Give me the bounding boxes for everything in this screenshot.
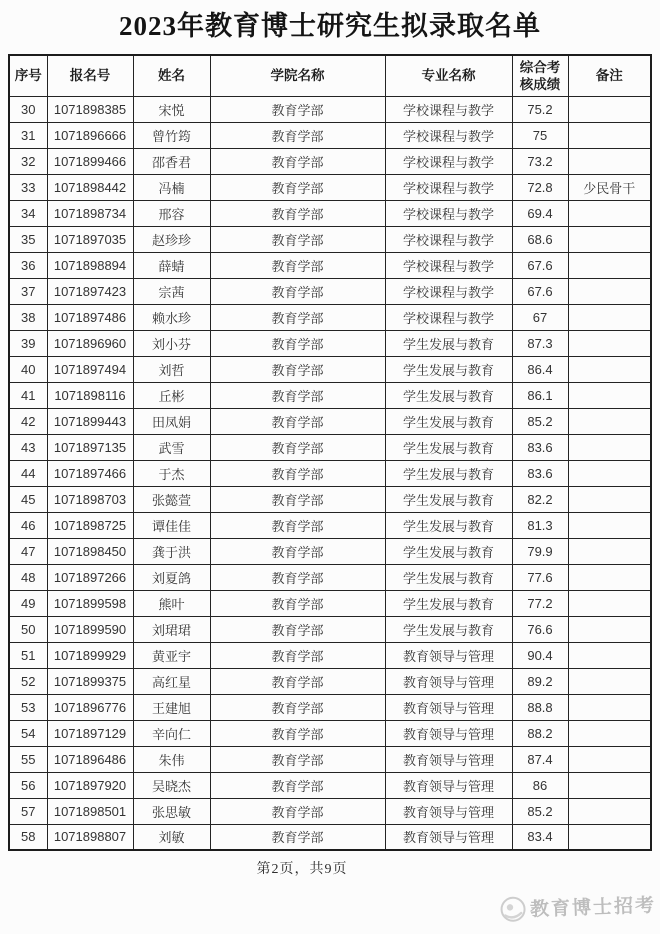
cell-remark [568, 408, 651, 434]
cell-score: 77.2 [512, 590, 568, 616]
table-row [9, 460, 651, 486]
cell-major: 学校课程与教学 [385, 226, 512, 252]
cell-major: 学校课程与教学 [385, 200, 512, 226]
cell-serial: 49 [9, 590, 47, 616]
column-header-college: 学院名称 [210, 55, 385, 96]
cell-major: 学生发展与教育 [385, 460, 512, 486]
cell-college: 教育学部 [210, 538, 385, 564]
table-row [9, 96, 651, 122]
table-row [9, 200, 651, 226]
cell-college: 教育学部 [210, 720, 385, 746]
cell-score: 83.6 [512, 460, 568, 486]
cell-reg-no: 1071898734 [47, 200, 133, 226]
cell-serial: 30 [9, 96, 47, 122]
table-row [9, 772, 651, 798]
cell-serial: 35 [9, 226, 47, 252]
admission-table [8, 54, 652, 851]
cell-college: 教育学部 [210, 512, 385, 538]
cell-serial: 45 [9, 486, 47, 512]
cell-remark [568, 668, 651, 694]
cell-reg-no: 1071898385 [47, 96, 133, 122]
cell-reg-no: 1071897266 [47, 564, 133, 590]
cell-reg-no: 1071899598 [47, 590, 133, 616]
cell-reg-no: 1071897920 [47, 772, 133, 798]
cell-name: 武雪 [133, 434, 210, 460]
cell-major: 教育领导与管理 [385, 772, 512, 798]
cell-serial: 43 [9, 434, 47, 460]
cell-major: 教育领导与管理 [385, 824, 512, 850]
cell-remark [568, 642, 651, 668]
cell-remark [568, 252, 651, 278]
cell-serial: 39 [9, 330, 47, 356]
table-row [9, 538, 651, 564]
cell-remark [568, 694, 651, 720]
cell-name: 于杰 [133, 460, 210, 486]
page-indicator: 第2页，共9页 [256, 862, 348, 877]
watermark-text: 教育博士招考 [529, 895, 657, 921]
table-header-row [9, 55, 651, 96]
cell-name: 刘小芬 [133, 330, 210, 356]
cell-name: 宋悦 [133, 96, 210, 122]
cell-remark [568, 798, 651, 824]
column-header-remark: 备注 [568, 55, 651, 96]
cell-name: 曾竹筠 [133, 122, 210, 148]
cell-remark [568, 538, 651, 564]
cell-college: 教育学部 [210, 122, 385, 148]
cell-remark [568, 96, 651, 122]
cell-serial: 53 [9, 694, 47, 720]
cell-name: 黄亚宇 [133, 642, 210, 668]
cell-major: 学生发展与教育 [385, 486, 512, 512]
cell-serial: 37 [9, 278, 47, 304]
cell-college: 教育学部 [210, 148, 385, 174]
cell-name: 王建旭 [133, 694, 210, 720]
cell-name: 刘夏鸽 [133, 564, 210, 590]
cell-major: 教育领导与管理 [385, 720, 512, 746]
cell-name: 宗茜 [133, 278, 210, 304]
cell-remark [568, 486, 651, 512]
cell-score: 87.4 [512, 746, 568, 772]
cell-remark [568, 512, 651, 538]
cell-reg-no: 1071898725 [47, 512, 133, 538]
watermark [500, 890, 657, 922]
cell-reg-no: 1071899929 [47, 642, 133, 668]
column-header-name: 姓名 [133, 55, 210, 96]
cell-name: 高红星 [133, 668, 210, 694]
cell-college: 教育学部 [210, 590, 385, 616]
cell-remark [568, 330, 651, 356]
cell-major: 学生发展与教育 [385, 538, 512, 564]
cell-reg-no: 1071899443 [47, 408, 133, 434]
cell-major: 学生发展与教育 [385, 382, 512, 408]
cell-major: 教育领导与管理 [385, 668, 512, 694]
cell-remark [568, 148, 651, 174]
cell-college: 教育学部 [210, 746, 385, 772]
cell-major: 教育领导与管理 [385, 746, 512, 772]
table-row [9, 668, 651, 694]
cell-college: 教育学部 [210, 278, 385, 304]
cell-college: 教育学部 [210, 226, 385, 252]
table-row [9, 148, 651, 174]
cell-college: 教育学部 [210, 642, 385, 668]
cell-reg-no: 1071896666 [47, 122, 133, 148]
cell-remark: 少民骨干 [568, 174, 651, 200]
cell-major: 学校课程与教学 [385, 252, 512, 278]
table-row [9, 226, 651, 252]
cell-major: 学校课程与教学 [385, 174, 512, 200]
cell-name: 冯楠 [133, 174, 210, 200]
cell-major: 学生发展与教育 [385, 434, 512, 460]
cell-serial: 58 [9, 824, 47, 850]
column-header-serial: 序号 [9, 55, 47, 96]
cell-reg-no: 1071897423 [47, 278, 133, 304]
table-row [9, 564, 651, 590]
cell-score: 67.6 [512, 252, 568, 278]
cell-reg-no: 1071897466 [47, 460, 133, 486]
table-row [9, 642, 651, 668]
cell-major: 学校课程与教学 [385, 304, 512, 330]
cell-name: 薛蜻 [133, 252, 210, 278]
cell-remark [568, 278, 651, 304]
cell-score: 67.6 [512, 278, 568, 304]
cell-serial: 31 [9, 122, 47, 148]
cell-remark [568, 720, 651, 746]
table-row [9, 408, 651, 434]
cell-score: 69.4 [512, 200, 568, 226]
cell-college: 教育学部 [210, 616, 385, 642]
cell-score: 83.4 [512, 824, 568, 850]
cell-score: 79.9 [512, 538, 568, 564]
table-row [9, 616, 651, 642]
cell-serial: 47 [9, 538, 47, 564]
cell-name: 辛向仁 [133, 720, 210, 746]
cell-name: 吴晓杰 [133, 772, 210, 798]
cell-major: 学生发展与教育 [385, 590, 512, 616]
cell-score: 86.4 [512, 356, 568, 382]
cell-remark [568, 746, 651, 772]
cell-name: 丘彬 [133, 382, 210, 408]
cell-reg-no: 1071896960 [47, 330, 133, 356]
cell-name: 邢容 [133, 200, 210, 226]
cell-major: 学生发展与教育 [385, 564, 512, 590]
table-row [9, 486, 651, 512]
cell-name: 谭佳佳 [133, 512, 210, 538]
cell-reg-no: 1071896486 [47, 746, 133, 772]
cell-name: 刘敏 [133, 824, 210, 850]
cell-college: 教育学部 [210, 330, 385, 356]
cell-serial: 34 [9, 200, 47, 226]
table-row [9, 356, 651, 382]
cell-reg-no: 1071896776 [47, 694, 133, 720]
cell-score: 90.4 [512, 642, 568, 668]
table-row [9, 122, 651, 148]
cell-serial: 38 [9, 304, 47, 330]
cell-major: 学生发展与教育 [385, 512, 512, 538]
cell-college: 教育学部 [210, 382, 385, 408]
cell-college: 教育学部 [210, 174, 385, 200]
cell-reg-no: 1071898501 [47, 798, 133, 824]
table-row [9, 746, 651, 772]
cell-name: 熊叶 [133, 590, 210, 616]
cell-college: 教育学部 [210, 668, 385, 694]
cell-remark [568, 772, 651, 798]
cell-college: 教育学部 [210, 252, 385, 278]
cell-major: 学生发展与教育 [385, 330, 512, 356]
cell-remark [568, 382, 651, 408]
cell-name: 朱伟 [133, 746, 210, 772]
cell-reg-no: 1071899466 [47, 148, 133, 174]
cell-major: 学生发展与教育 [385, 356, 512, 382]
cell-name: 田凤娟 [133, 408, 210, 434]
table-row [9, 512, 651, 538]
cell-score: 73.2 [512, 148, 568, 174]
cell-score: 85.2 [512, 408, 568, 434]
table-row [9, 590, 651, 616]
cell-major: 学生发展与教育 [385, 616, 512, 642]
cell-serial: 55 [9, 746, 47, 772]
cell-college: 教育学部 [210, 96, 385, 122]
table-row [9, 694, 651, 720]
cell-college: 教育学部 [210, 434, 385, 460]
cell-name: 赖水珍 [133, 304, 210, 330]
cell-major: 学校课程与教学 [385, 278, 512, 304]
table-row [9, 330, 651, 356]
cell-serial: 41 [9, 382, 47, 408]
cell-serial: 33 [9, 174, 47, 200]
cell-major: 学校课程与教学 [385, 148, 512, 174]
table-row [9, 434, 651, 460]
cell-reg-no: 1071899590 [47, 616, 133, 642]
cell-remark [568, 304, 651, 330]
cell-score: 83.6 [512, 434, 568, 460]
cell-name: 张懿萱 [133, 486, 210, 512]
cell-score: 86 [512, 772, 568, 798]
table-row [9, 798, 651, 824]
table-row [9, 824, 651, 850]
cell-score: 88.8 [512, 694, 568, 720]
cell-serial: 54 [9, 720, 47, 746]
cell-remark [568, 590, 651, 616]
table-row [9, 382, 651, 408]
cell-major: 学校课程与教学 [385, 96, 512, 122]
cell-college: 教育学部 [210, 200, 385, 226]
cell-reg-no: 1071898450 [47, 538, 133, 564]
cell-college: 教育学部 [210, 486, 385, 512]
cell-remark [568, 824, 651, 850]
cell-serial: 52 [9, 668, 47, 694]
cell-score: 77.6 [512, 564, 568, 590]
cell-college: 教育学部 [210, 694, 385, 720]
cell-name: 龚于洪 [133, 538, 210, 564]
cell-college: 教育学部 [210, 824, 385, 850]
cell-remark [568, 616, 651, 642]
cell-remark [568, 226, 651, 252]
cell-name: 刘哲 [133, 356, 210, 382]
cell-reg-no: 1071899375 [47, 668, 133, 694]
cell-serial: 57 [9, 798, 47, 824]
cell-score: 67 [512, 304, 568, 330]
table-row [9, 278, 651, 304]
cell-reg-no: 1071897129 [47, 720, 133, 746]
cell-score: 89.2 [512, 668, 568, 694]
cell-name: 赵珍珍 [133, 226, 210, 252]
cell-score: 85.2 [512, 798, 568, 824]
cell-score: 82.2 [512, 486, 568, 512]
cell-serial: 32 [9, 148, 47, 174]
cell-score: 72.8 [512, 174, 568, 200]
column-header-reg-no: 报名号 [47, 55, 133, 96]
cell-score: 81.3 [512, 512, 568, 538]
cell-score: 75 [512, 122, 568, 148]
cell-college: 教育学部 [210, 564, 385, 590]
cell-score: 76.6 [512, 616, 568, 642]
cell-name: 邵香君 [133, 148, 210, 174]
cell-reg-no: 1071898442 [47, 174, 133, 200]
cell-remark [568, 460, 651, 486]
cell-score: 68.6 [512, 226, 568, 252]
cell-name: 刘珺珺 [133, 616, 210, 642]
cell-reg-no: 1071897135 [47, 434, 133, 460]
column-header-major: 专业名称 [385, 55, 512, 96]
cell-college: 教育学部 [210, 408, 385, 434]
cell-serial: 46 [9, 512, 47, 538]
cell-score: 88.2 [512, 720, 568, 746]
cell-remark [568, 434, 651, 460]
cell-serial: 40 [9, 356, 47, 382]
cell-college: 教育学部 [210, 356, 385, 382]
wechat-account-logo-icon [500, 895, 527, 922]
cell-serial: 56 [9, 772, 47, 798]
cell-major: 教育领导与管理 [385, 642, 512, 668]
cell-remark [568, 356, 651, 382]
cell-reg-no: 1071898807 [47, 824, 133, 850]
cell-remark [568, 564, 651, 590]
cell-serial: 42 [9, 408, 47, 434]
cell-remark [568, 122, 651, 148]
cell-serial: 50 [9, 616, 47, 642]
cell-college: 教育学部 [210, 304, 385, 330]
cell-college: 教育学部 [210, 772, 385, 798]
cell-name: 张思敏 [133, 798, 210, 824]
cell-college: 教育学部 [210, 460, 385, 486]
cell-reg-no: 1071898116 [47, 382, 133, 408]
cell-remark [568, 200, 651, 226]
cell-reg-no: 1071898703 [47, 486, 133, 512]
document-title: 2023年教育博士研究生拟录取名单 [119, 11, 541, 41]
table-row [9, 174, 651, 200]
cell-major: 学生发展与教育 [385, 408, 512, 434]
cell-college: 教育学部 [210, 798, 385, 824]
cell-serial: 48 [9, 564, 47, 590]
cell-reg-no: 1071897486 [47, 304, 133, 330]
cell-score: 87.3 [512, 330, 568, 356]
cell-major: 教育领导与管理 [385, 798, 512, 824]
cell-reg-no: 1071897035 [47, 226, 133, 252]
cell-major: 学校课程与教学 [385, 122, 512, 148]
table-row [9, 720, 651, 746]
cell-major: 教育领导与管理 [385, 694, 512, 720]
cell-reg-no: 1071898894 [47, 252, 133, 278]
cell-reg-no: 1071897494 [47, 356, 133, 382]
cell-serial: 36 [9, 252, 47, 278]
cell-serial: 44 [9, 460, 47, 486]
cell-score: 75.2 [512, 96, 568, 122]
cell-serial: 51 [9, 642, 47, 668]
cell-score: 86.1 [512, 382, 568, 408]
column-header-score: 综合考核成绩 [512, 55, 568, 96]
table-row [9, 304, 651, 330]
table-body [9, 96, 651, 850]
table-row [9, 252, 651, 278]
